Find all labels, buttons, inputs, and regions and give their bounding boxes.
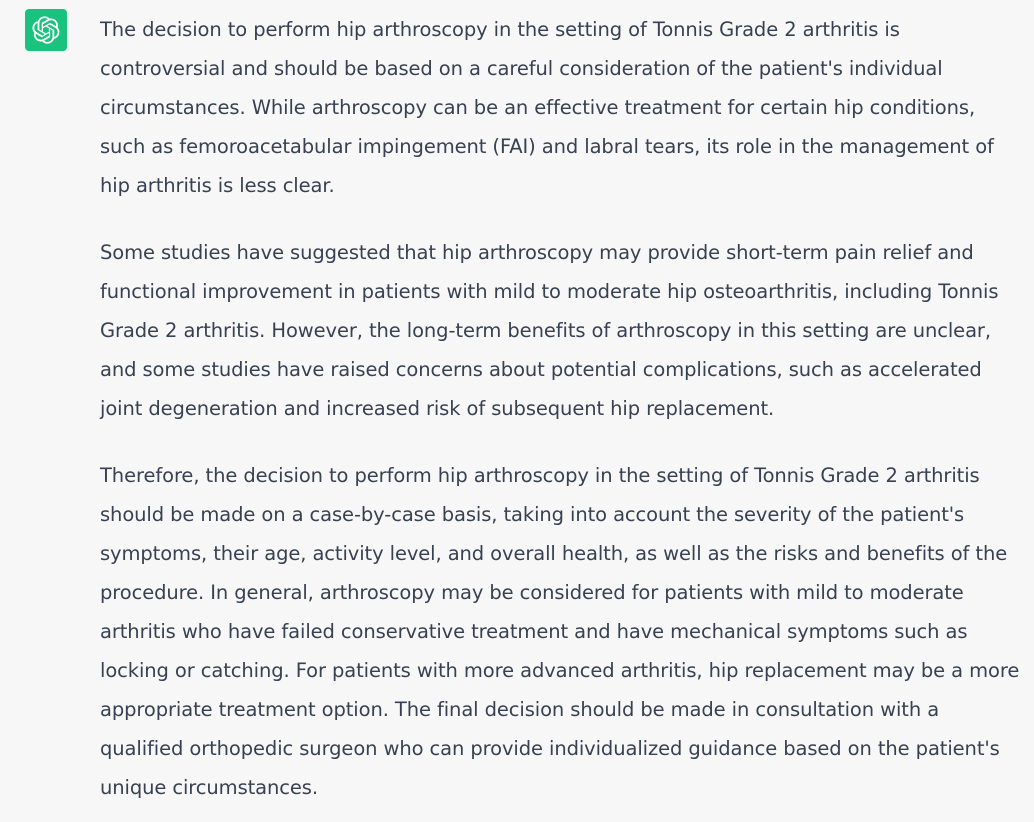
response-paragraph: The decision to perform hip arthroscopy in the setting of Tonnis Grade 2 arthritis is controversial and should be based on a careful consideration of the patient's individual circumstances. While arthroscopy can be an effective treatment for certain hip conditions, such as femoroacetabular impingement (FAI) and labral tears, its role in the management of hip arthritis is less clear. xyxy=(100,18,994,197)
response-content xyxy=(100,10,1022,807)
assistant-avatar xyxy=(25,9,67,51)
response-paragraph: Some studies have suggested that hip arthroscopy may provide short-term pain relief and functional improvement in patients with mild to moderate hip osteoarthritis, including Tonnis Grade 2 arthritis. However, the long-term benefits of arthroscopy in this setting are unclear, and some studies have raised concerns about potential complications, such as accelerated joint degeneration and increased risk of subsequent hip replacement. xyxy=(100,241,999,420)
openai-logo-icon xyxy=(32,16,60,44)
response-paragraph: Therefore, the decision to perform hip arthroscopy in the setting of Tonnis Grade 2 arthritis should be made on a case-by-case basis, taking into account the severity of the patient's symptoms, their age, activity level, and overall health, as well as the risks and benefits of the procedure. In general, arthroscopy may be considered for patients with mild to moderate arthritis who have failed conservative treatment and have mechanical symptoms such as locking or catching. For patients with more advanced arthritis, hip replacement may be a more appropriate treatment option. The final decision should be made in consultation with a qualified orthopedic surgeon who can provide individualized guidance based on the patient's unique circumstances. xyxy=(100,464,1020,799)
